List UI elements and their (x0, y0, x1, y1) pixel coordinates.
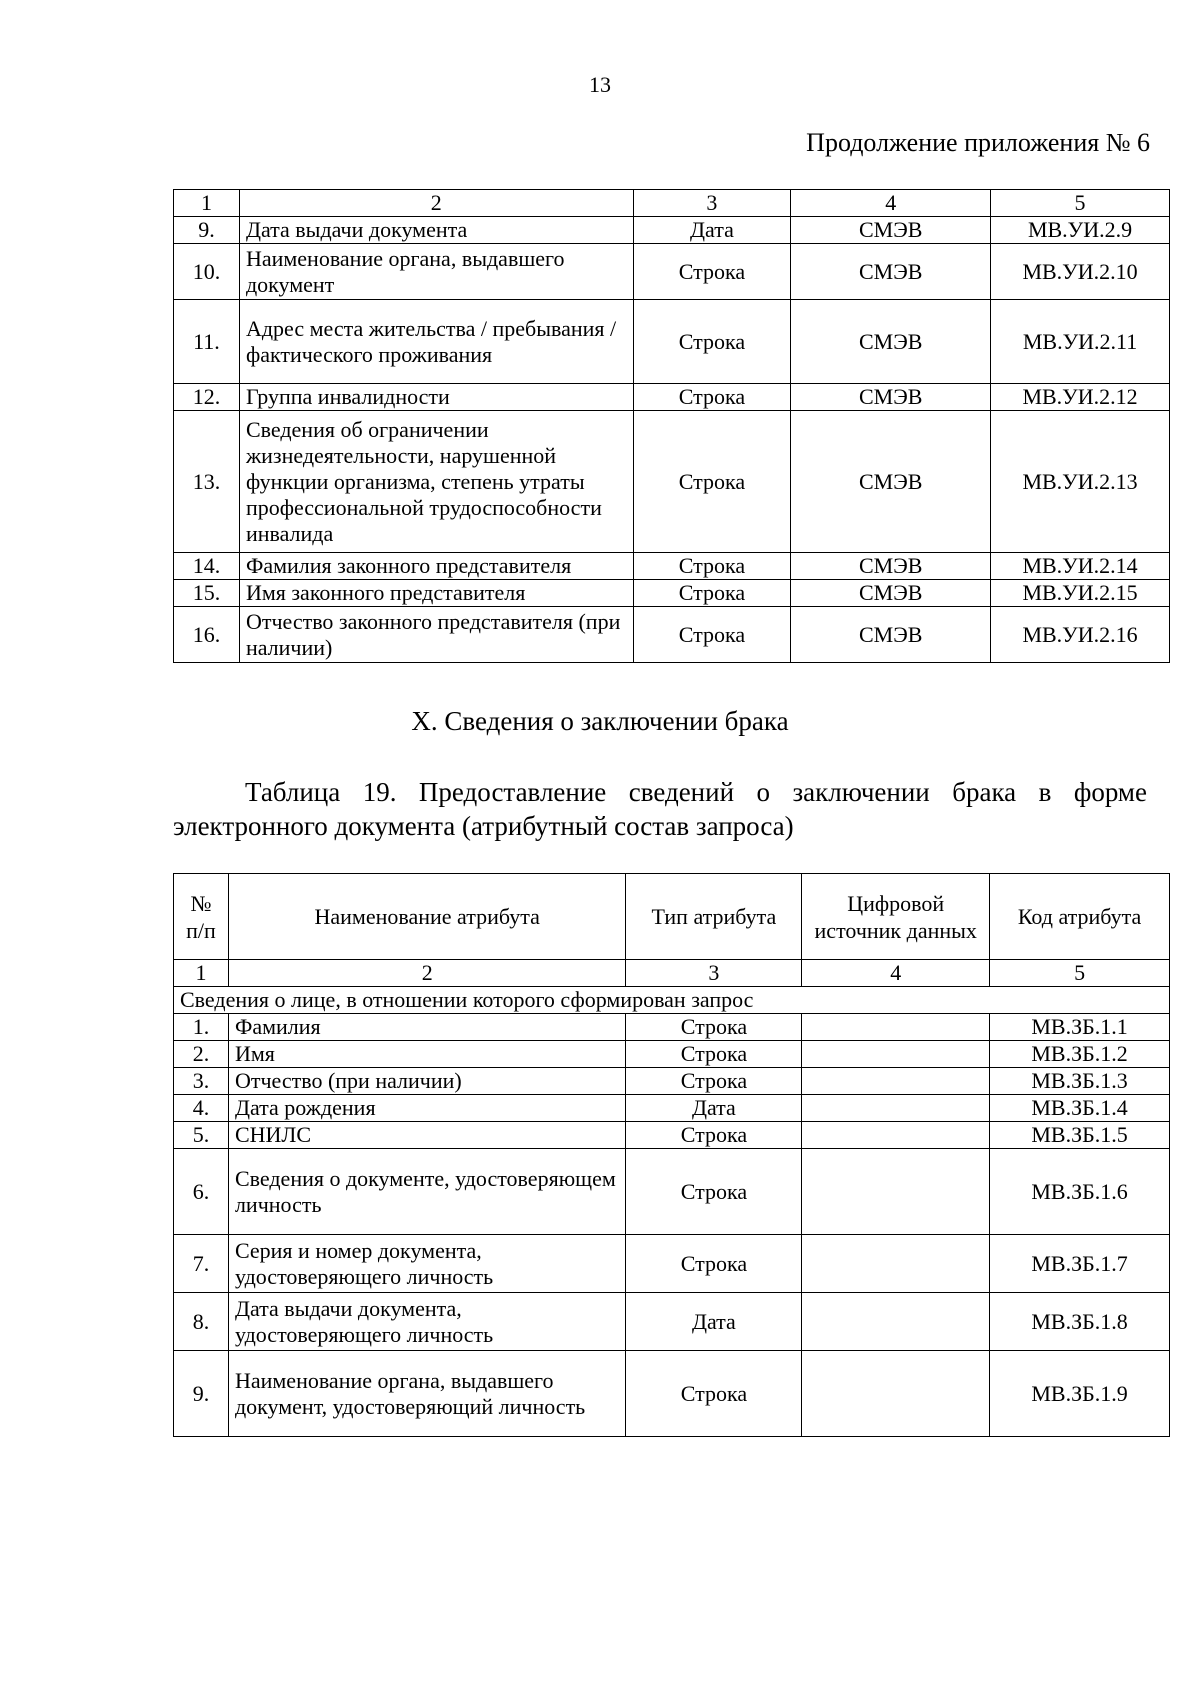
data-source (802, 1293, 990, 1351)
table-row (174, 1095, 1170, 1122)
attribute-name: Сведения об ограничении жизнедеятельности, нарушенной функции организма, степень утраты профессиональной трудоспособности инвалида (239, 411, 633, 553)
table-row (174, 1293, 1170, 1351)
attribute-name: Отчество (при наличии) (228, 1068, 626, 1095)
row-number: 7. (174, 1235, 229, 1293)
table-row (174, 1041, 1170, 1068)
attribute-type: Дата (633, 217, 791, 244)
column-header: № п/п (174, 874, 229, 960)
table-row (174, 553, 1170, 580)
attribute-type: Строка (633, 384, 791, 411)
group-label: Сведения о лице, в отношении которого сформирован запрос (174, 987, 1170, 1014)
table-row (174, 1068, 1170, 1095)
attribute-name: Серия и номер документа, удостоверяющего личность (228, 1235, 626, 1293)
attribute-name: Отчество законного представителя (при наличии) (239, 607, 633, 663)
column-number: 1 (174, 960, 229, 987)
attribute-type: Строка (633, 607, 791, 663)
table-row (174, 1122, 1170, 1149)
data-source: СМЭВ (791, 300, 991, 384)
attribute-name: Дата выдачи документа (239, 217, 633, 244)
attribute-code: МВ.ЗБ.1.2 (990, 1041, 1170, 1068)
attribute-type: Строка (633, 553, 791, 580)
table-header-row (174, 874, 1170, 960)
table-row (174, 411, 1170, 553)
table-caption: Таблица 19. Предоставление сведений о заключении брака в форме электронного документа (атрибутный состав запроса) (173, 777, 1147, 841)
row-number: 3. (174, 1068, 229, 1095)
column-number: 5 (991, 190, 1170, 217)
page-number: 13 (589, 72, 611, 97)
attribute-name: Дата выдачи документа, удостоверяющего личность (228, 1293, 626, 1351)
section-title: X. Сведения о заключении брака (411, 706, 789, 736)
attribute-type: Строка (626, 1351, 802, 1437)
row-number: 10. (174, 244, 240, 300)
attribute-name: Наименование органа, выдавшего документ, удостоверяющий личность (228, 1351, 626, 1437)
group-row (174, 987, 1170, 1014)
row-number: 5. (174, 1122, 229, 1149)
table-row (174, 580, 1170, 607)
row-number: 15. (174, 580, 240, 607)
data-source (802, 1122, 990, 1149)
attribute-name: Адрес места жительства / пребывания / фактического проживания (239, 300, 633, 384)
column-number: 3 (626, 960, 802, 987)
column-header: Цифровой источник данных (802, 874, 990, 960)
data-source: СМЭВ (791, 580, 991, 607)
data-source: СМЭВ (791, 553, 991, 580)
attribute-code: МВ.УИ.2.10 (991, 244, 1170, 300)
column-number: 1 (174, 190, 240, 217)
attribute-name: Фамилия законного представителя (239, 553, 633, 580)
column-header: Наименование атрибута (228, 874, 626, 960)
attribute-name: Группа инвалидности (239, 384, 633, 411)
row-number: 8. (174, 1293, 229, 1351)
data-source: СМЭВ (791, 384, 991, 411)
data-source (802, 1068, 990, 1095)
attribute-code: МВ.ЗБ.1.1 (990, 1014, 1170, 1041)
table-row (174, 217, 1170, 244)
row-number: 1. (174, 1014, 229, 1041)
table-row (174, 384, 1170, 411)
marriage-attributes-table (173, 873, 1170, 1437)
table-row (174, 1149, 1170, 1235)
attribute-type: Строка (626, 1149, 802, 1235)
table-row (174, 1235, 1170, 1293)
attribute-name: Имя (228, 1041, 626, 1068)
attribute-code: МВ.УИ.2.11 (991, 300, 1170, 384)
attribute-type: Строка (633, 580, 791, 607)
column-number: 2 (228, 960, 626, 987)
attribute-type: Дата (626, 1293, 802, 1351)
column-number: 3 (633, 190, 791, 217)
attribute-name: Сведения о документе, удостоверяющем личность (228, 1149, 626, 1235)
attribute-code: МВ.ЗБ.1.9 (990, 1351, 1170, 1437)
table-row (174, 1014, 1170, 1041)
row-number: 9. (174, 217, 240, 244)
attribute-type: Строка (626, 1122, 802, 1149)
table-row (174, 607, 1170, 663)
attribute-name: Дата рождения (228, 1095, 626, 1122)
attribute-type: Строка (626, 1068, 802, 1095)
column-number: 4 (802, 960, 990, 987)
attribute-name: СНИЛС (228, 1122, 626, 1149)
column-header: Тип атрибута (626, 874, 802, 960)
attribute-code: МВ.УИ.2.16 (991, 607, 1170, 663)
attribute-name: Наименование органа, выдавшего документ (239, 244, 633, 300)
attribute-code: МВ.ЗБ.1.3 (990, 1068, 1170, 1095)
data-source (802, 1014, 990, 1041)
attribute-code: МВ.ЗБ.1.5 (990, 1122, 1170, 1149)
attribute-code: МВ.ЗБ.1.8 (990, 1293, 1170, 1351)
table-row (174, 300, 1170, 384)
row-number: 13. (174, 411, 240, 553)
attribute-type: Строка (626, 1235, 802, 1293)
row-number: 2. (174, 1041, 229, 1068)
table-header-numbers (174, 960, 1170, 987)
attribute-code: МВ.УИ.2.12 (991, 384, 1170, 411)
attribute-type: Дата (626, 1095, 802, 1122)
data-source (802, 1235, 990, 1293)
data-source: СМЭВ (791, 244, 991, 300)
table-row (174, 1351, 1170, 1437)
column-header: Код атрибута (990, 874, 1170, 960)
attribute-code: МВ.УИ.2.13 (991, 411, 1170, 553)
attribute-code: МВ.ЗБ.1.7 (990, 1235, 1170, 1293)
attribute-name: Имя законного представителя (239, 580, 633, 607)
row-number: 9. (174, 1351, 229, 1437)
appendix-label: Продолжение приложения № 6 (806, 128, 1150, 157)
table-header-row (174, 190, 1170, 217)
data-source: СМЭВ (791, 217, 991, 244)
attribute-type: Строка (626, 1014, 802, 1041)
row-number: 4. (174, 1095, 229, 1122)
row-number: 16. (174, 607, 240, 663)
attribute-type: Строка (633, 244, 791, 300)
data-source (802, 1351, 990, 1437)
data-source (802, 1149, 990, 1235)
data-source: СМЭВ (791, 411, 991, 553)
column-number: 5 (990, 960, 1170, 987)
row-number: 14. (174, 553, 240, 580)
column-number: 2 (239, 190, 633, 217)
attribute-code: МВ.УИ.2.14 (991, 553, 1170, 580)
data-source (802, 1041, 990, 1068)
column-number: 4 (791, 190, 991, 217)
row-number: 12. (174, 384, 240, 411)
attribute-type: Строка (633, 411, 791, 553)
attribute-name: Фамилия (228, 1014, 626, 1041)
data-source (802, 1095, 990, 1122)
attribute-code: МВ.УИ.2.9 (991, 217, 1170, 244)
row-number: 6. (174, 1149, 229, 1235)
row-number: 11. (174, 300, 240, 384)
attribute-type: Строка (626, 1041, 802, 1068)
attribute-code: МВ.ЗБ.1.4 (990, 1095, 1170, 1122)
attributes-table-continued (173, 189, 1170, 663)
attribute-code: МВ.УИ.2.15 (991, 580, 1170, 607)
attribute-code: МВ.ЗБ.1.6 (990, 1149, 1170, 1235)
attribute-type: Строка (633, 300, 791, 384)
data-source: СМЭВ (791, 607, 991, 663)
table-row (174, 244, 1170, 300)
